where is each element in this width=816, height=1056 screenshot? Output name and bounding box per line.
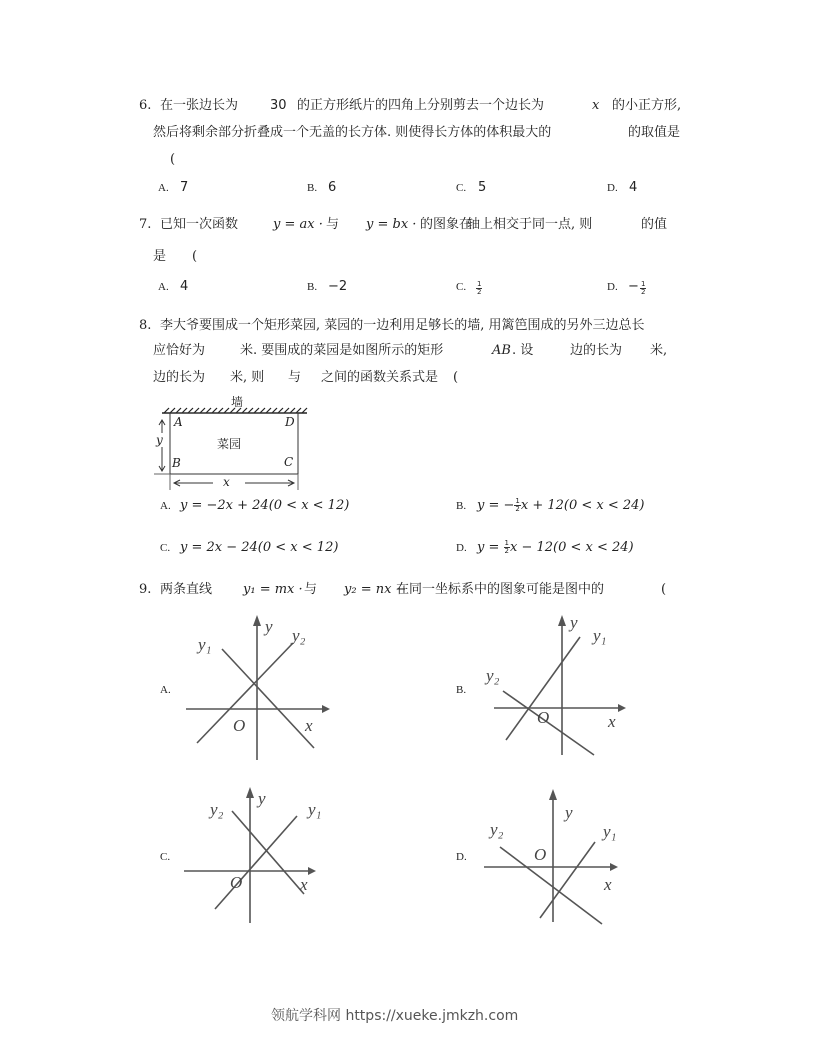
q8-text: 米, 则 xyxy=(230,370,265,385)
option-value: 4 xyxy=(629,180,638,195)
option-label: A. xyxy=(160,684,171,696)
q8-text: 之间的函数关系式是 xyxy=(321,370,439,385)
q6-text: 的正方形纸片的四角上分别剪去一个边长为 xyxy=(297,98,545,113)
wall-label: 墙 xyxy=(231,395,244,409)
svg-text:y₁: y₁ xyxy=(593,626,607,645)
option-value: −2 xyxy=(328,279,348,294)
q9-number: 9. xyxy=(139,582,152,597)
point-b: B xyxy=(172,456,181,470)
q6-text: 的小正方形, xyxy=(612,98,682,113)
q7-text: 的值 xyxy=(641,217,668,232)
svg-text:y: y xyxy=(265,617,273,636)
graph-d xyxy=(480,780,630,930)
option-label: B. xyxy=(456,684,467,696)
q8-text: 与 xyxy=(288,370,302,385)
svg-text:y: y xyxy=(565,803,573,822)
svg-text:x: x xyxy=(608,712,616,731)
option-label: C. xyxy=(160,851,171,863)
q8-text: 米. 要围成的菜园是如图所示的矩形 xyxy=(240,343,444,358)
q8-text: 应恰好为 xyxy=(153,343,206,358)
q8-text: 李大爷要围成一个矩形菜园, 菜园的一边利用足够长的墙, 用篱笆围成的另外三边总长 xyxy=(160,318,645,333)
option-label: B. xyxy=(307,281,318,293)
q6-answer-paren: ( xyxy=(170,152,176,167)
option-label: B. xyxy=(307,182,318,194)
q6-text: 然后将剩余部分折叠成一个无盖的长方体. 则使得长方体的体积最大的 xyxy=(153,125,552,140)
var-y-label: y xyxy=(156,433,163,447)
q7-eq-ax: y = ax · xyxy=(273,217,323,232)
option-label: C. xyxy=(456,182,467,194)
q6-text: 的取值是 xyxy=(628,125,681,140)
svg-text:y₁: y₁ xyxy=(198,635,212,654)
svg-text:x: x xyxy=(305,716,313,735)
option-label: B. xyxy=(456,500,467,512)
option-equation: y = $\frac{1}{2}$ x − 12(0 < x < 24) xyxy=(477,539,634,555)
point-a: A xyxy=(174,415,183,429)
garden-figure xyxy=(150,392,320,492)
option-label: D. xyxy=(607,182,618,194)
option-sign: − xyxy=(628,279,639,294)
q6-var-x: x xyxy=(592,98,600,113)
option-equation: y = −2x + 24(0 < x < 12) xyxy=(180,498,350,513)
svg-text:y₂: y₂ xyxy=(490,820,504,839)
q8-text: 边的长为 xyxy=(570,343,623,358)
q6-text: 在一张边长为 xyxy=(160,98,239,113)
var-x-label: x xyxy=(223,475,230,489)
option-value: 6 xyxy=(328,180,337,195)
option-label: C. xyxy=(456,281,467,293)
garden-label: 菜园 xyxy=(217,437,242,451)
q6-value-30: 30 xyxy=(270,98,287,113)
q7-number: 7. xyxy=(139,217,152,232)
q8-text: . 设 xyxy=(512,343,534,358)
graph-a xyxy=(180,610,330,760)
q9-text: 与 xyxy=(304,582,318,597)
option-label: C. xyxy=(160,542,171,554)
q9-eq-y1: y₁ = mx · xyxy=(243,582,303,597)
svg-text:y: y xyxy=(570,613,578,632)
q7-text: 已知一次函数 xyxy=(160,217,239,232)
option-label: A. xyxy=(160,500,171,512)
q7-answer-paren: ( xyxy=(192,249,198,264)
svg-text:O: O xyxy=(230,873,243,892)
q9-eq-y2: y₂ = nx − xyxy=(344,582,407,597)
q7-text: 与 xyxy=(326,217,340,232)
option-equation: y = 2x − 24(0 < x < 12) xyxy=(180,540,339,555)
svg-text:y₁: y₁ xyxy=(308,800,322,819)
q8-var-ab: AB xyxy=(492,343,511,358)
svg-text:x: x xyxy=(604,875,612,894)
svg-text:O: O xyxy=(534,845,547,864)
option-label: A. xyxy=(158,182,169,194)
q8-number: 8. xyxy=(139,318,152,333)
svg-text:y₂: y₂ xyxy=(486,666,500,685)
footer-watermark: 领航学科网 https://xueke.jmkzh.com xyxy=(271,1008,519,1024)
q7-eq-bx: y = bx · xyxy=(366,217,417,232)
option-equation: y = − $\frac{1}{2}$ x + 12(0 < x < 24) xyxy=(477,497,645,513)
q7-text: 的图象在 xyxy=(420,217,473,232)
option-value-fraction: $\frac{1}{2}$ xyxy=(641,280,646,296)
svg-text:y: y xyxy=(258,789,266,808)
graph-b xyxy=(480,610,630,760)
q9-text: 两条直线 xyxy=(160,582,213,597)
q6-number: 6. xyxy=(139,98,152,113)
svg-text:O: O xyxy=(233,716,246,735)
svg-text:y₂: y₂ xyxy=(210,800,224,819)
point-d: D xyxy=(285,415,295,429)
svg-text:x: x xyxy=(300,875,308,894)
q7-text: 是 xyxy=(153,249,167,264)
svg-text:y₂: y₂ xyxy=(292,626,306,645)
option-value: 5 xyxy=(478,180,487,195)
option-value-fraction: $\frac{1}{2}$ xyxy=(477,280,482,296)
option-label: D. xyxy=(456,851,467,863)
svg-text:y₁: y₁ xyxy=(603,822,617,841)
q8-text: 边的长为 xyxy=(153,370,206,385)
option-label: A. xyxy=(158,281,169,293)
svg-text:O: O xyxy=(537,708,550,727)
option-value: 7 xyxy=(180,180,189,195)
option-value: 4 xyxy=(180,279,189,294)
option-label: D. xyxy=(456,542,467,554)
q8-answer-paren: ( xyxy=(453,370,459,385)
graph-c xyxy=(180,780,330,930)
q7-text: 轴上相交于同一点, 则 xyxy=(467,217,593,232)
q9-answer-paren: ( xyxy=(661,582,667,597)
q8-text: 米, xyxy=(650,343,668,358)
point-c: C xyxy=(284,455,294,469)
option-label: D. xyxy=(607,281,618,293)
q9-text: 在同一坐标系中的图象可能是图中的 xyxy=(396,582,605,597)
